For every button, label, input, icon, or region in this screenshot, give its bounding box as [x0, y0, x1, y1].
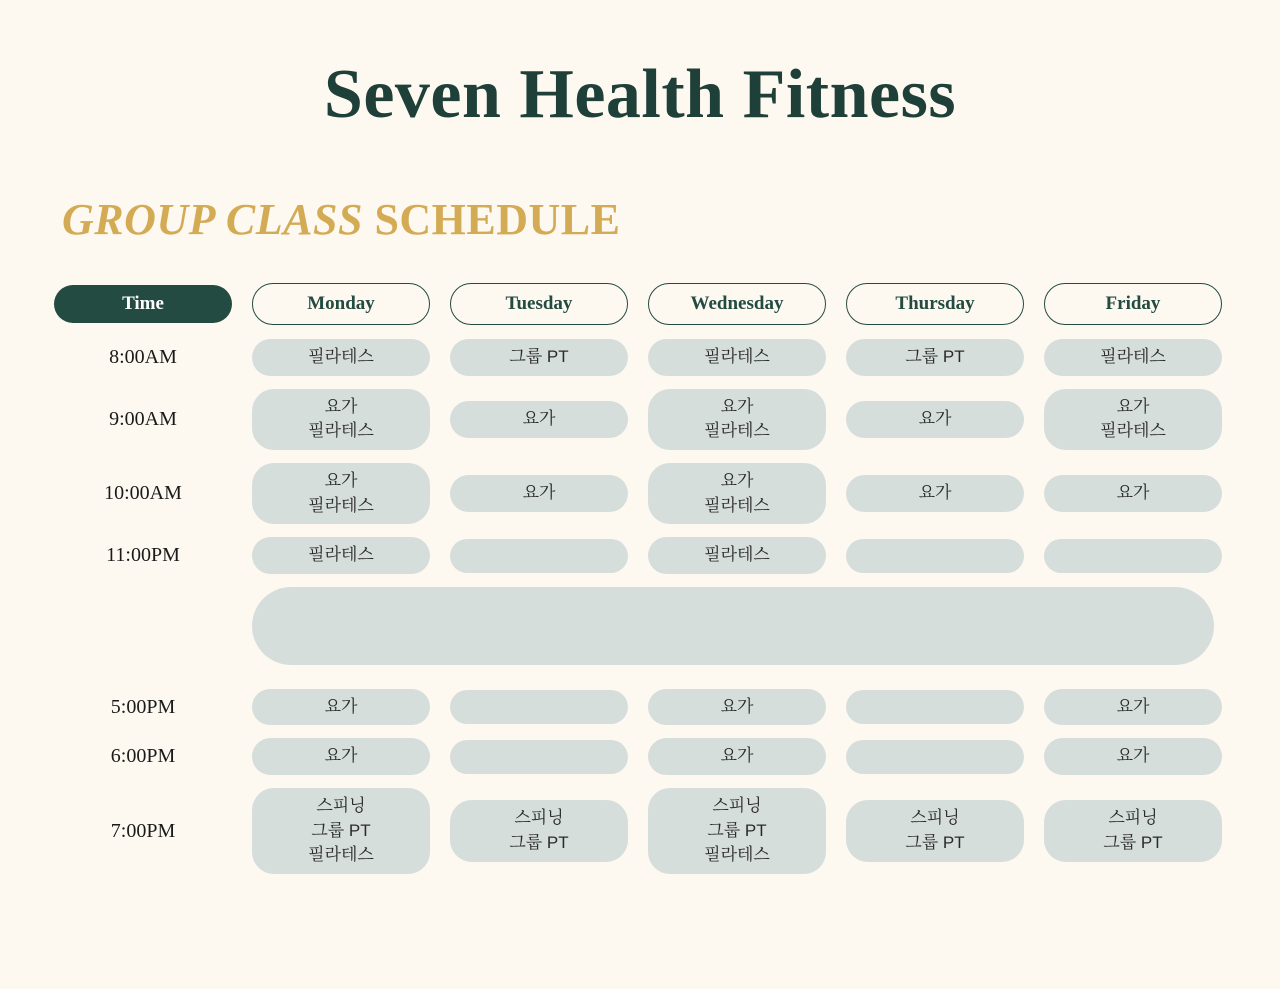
- table-row: [54, 339, 1234, 376]
- class-name: 요가: [1116, 483, 1150, 503]
- page-subtitle: [0, 132, 1280, 245]
- class-slot[interactable]: [450, 475, 628, 512]
- class-slot[interactable]: [252, 463, 430, 524]
- class-name: 그룹 PT: [905, 347, 965, 366]
- class-name: 그룹 PT: [509, 347, 569, 366]
- class-name: 스피닝: [514, 808, 564, 828]
- column-header-friday[interactable]: Friday: [1044, 283, 1222, 325]
- class-name: 필라테스: [1100, 421, 1166, 441]
- time-label: 8:00AM: [109, 345, 177, 368]
- table-row: [54, 738, 1234, 775]
- class-name: 요가: [720, 396, 754, 416]
- class-slot[interactable]: [450, 690, 628, 724]
- class-name: 필라테스: [308, 347, 374, 366]
- class-slot[interactable]: [1044, 689, 1222, 726]
- class-slot[interactable]: [846, 539, 1024, 573]
- class-name: 요가: [324, 396, 358, 416]
- class-name: 요가: [324, 470, 358, 490]
- class-name: 요가: [720, 746, 754, 766]
- class-slot[interactable]: [846, 475, 1024, 512]
- time-label: 10:00AM: [104, 482, 182, 505]
- class-name: 필라테스: [704, 421, 770, 441]
- class-slot[interactable]: [450, 401, 628, 438]
- class-slot[interactable]: [450, 339, 628, 376]
- class-slot[interactable]: [648, 788, 826, 874]
- class-slot[interactable]: [846, 800, 1024, 861]
- column-header-thursday[interactable]: Thursday: [846, 283, 1024, 325]
- class-slot[interactable]: [1044, 539, 1222, 573]
- class-slot[interactable]: [450, 800, 628, 861]
- class-slot[interactable]: [252, 689, 430, 726]
- class-name: 요가: [1116, 396, 1150, 416]
- class-name: 스피닝: [316, 796, 366, 816]
- class-name: 그룹 PT: [707, 820, 767, 840]
- class-name: 필라테스: [308, 845, 374, 865]
- class-name: 요가: [522, 483, 556, 503]
- class-slot[interactable]: [648, 389, 826, 450]
- class-slot[interactable]: [648, 463, 826, 524]
- class-slot[interactable]: [252, 537, 430, 574]
- class-name: 요가: [720, 696, 754, 716]
- break-row: [54, 587, 1234, 665]
- class-name: 스피닝: [910, 808, 960, 828]
- class-slot[interactable]: [846, 401, 1024, 438]
- table-row: [54, 389, 1234, 450]
- class-slot[interactable]: [648, 738, 826, 775]
- class-name: 요가: [720, 470, 754, 490]
- class-name: 필라테스: [308, 421, 374, 441]
- table-row: [54, 463, 1234, 524]
- class-slot[interactable]: [1044, 475, 1222, 512]
- class-slot[interactable]: [846, 740, 1024, 774]
- table-row: [54, 537, 1234, 574]
- schedule-rows: [54, 339, 1234, 874]
- class-name: 필라테스: [1100, 347, 1166, 366]
- class-slot[interactable]: [648, 689, 826, 726]
- class-slot[interactable]: [450, 539, 628, 573]
- class-slot[interactable]: [1044, 389, 1222, 450]
- class-name: 그룹 PT: [1103, 833, 1163, 853]
- class-name: 필라테스: [704, 845, 770, 865]
- time-label: 9:00AM: [109, 407, 177, 430]
- time-label: 7:00PM: [110, 819, 176, 842]
- class-name: 요가: [918, 408, 952, 428]
- class-name: 그룹 PT: [311, 820, 371, 840]
- class-slot[interactable]: [252, 738, 430, 775]
- class-slot[interactable]: [450, 740, 628, 774]
- class-slot[interactable]: [252, 339, 430, 376]
- class-name: 그룹 PT: [905, 833, 965, 853]
- class-name: 요가: [918, 483, 952, 503]
- class-slot[interactable]: [1044, 738, 1222, 775]
- subtitle-rest: SCHEDULE: [362, 194, 621, 244]
- class-name: 요가: [324, 696, 358, 716]
- class-name: 요가: [1116, 696, 1150, 716]
- column-header-time: Time: [54, 285, 232, 323]
- table-row: [54, 788, 1234, 874]
- class-slot[interactable]: [648, 339, 826, 376]
- column-header-monday[interactable]: Monday: [252, 283, 430, 325]
- break-bar: [252, 587, 1214, 665]
- class-name: 그룹 PT: [509, 833, 569, 853]
- class-name: 스피닝: [712, 796, 762, 816]
- class-slot[interactable]: [1044, 339, 1222, 376]
- subtitle-emphasis: GROUP CLASS: [62, 194, 363, 244]
- class-slot[interactable]: [252, 788, 430, 874]
- time-label: 11:00PM: [106, 544, 180, 567]
- class-slot[interactable]: [252, 389, 430, 450]
- class-name: 필라테스: [308, 545, 374, 565]
- class-name: 요가: [522, 408, 556, 428]
- class-slot[interactable]: [1044, 800, 1222, 861]
- class-name: 스피닝: [1108, 808, 1158, 828]
- class-slot[interactable]: [846, 690, 1024, 724]
- schedule-header-row: [54, 283, 1234, 325]
- page-title: Seven Health Fitness: [323, 56, 957, 133]
- class-name: 필라테스: [308, 495, 374, 515]
- class-name: 요가: [324, 746, 358, 766]
- class-slot[interactable]: [846, 339, 1024, 376]
- class-slot[interactable]: [648, 537, 826, 574]
- class-name: 필라테스: [704, 545, 770, 565]
- class-name: 필라테스: [704, 495, 770, 515]
- time-label: 5:00PM: [110, 695, 176, 718]
- class-name: 요가: [1116, 746, 1150, 766]
- time-label: 6:00PM: [110, 745, 176, 768]
- column-header-wednesday[interactable]: Wednesday: [648, 283, 826, 325]
- table-row: [54, 689, 1234, 726]
- schedule-grid: [54, 283, 1234, 887]
- column-header-tuesday[interactable]: Tuesday: [450, 283, 628, 325]
- class-name: 필라테스: [704, 347, 770, 366]
